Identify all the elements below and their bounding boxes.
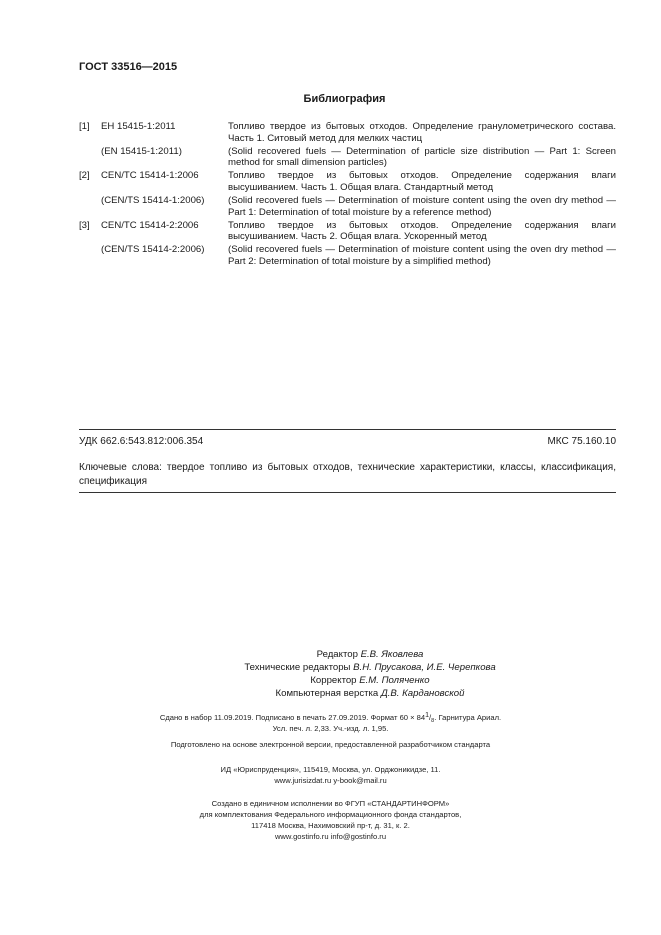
format-fraction-denominator: 8 bbox=[431, 718, 435, 724]
editorial-block bbox=[150, 648, 590, 700]
tech-editors-label: Технические редакторы bbox=[244, 662, 351, 673]
corrector-line bbox=[150, 674, 590, 687]
fund-line: для комплектования Федерального информационного фонда стандартов, bbox=[199, 810, 462, 819]
bibliography-entry bbox=[79, 170, 616, 193]
corrector-name: Е.М. Поляченко bbox=[359, 675, 430, 686]
entry-number bbox=[79, 146, 101, 169]
corrector-label: Корректор bbox=[310, 675, 357, 686]
print-sheets-line: Усл. печ. л. 2,33. Уч.-изд. л. 1,95. bbox=[272, 724, 389, 733]
bibliography-entry bbox=[79, 220, 616, 243]
entry-code: (CEN/TS 15414-1:2006) bbox=[101, 195, 205, 207]
prepared-note: Подготовлено на основе электронной версии, предоставленной разработчиком стандарта bbox=[170, 740, 491, 749]
publisher-address: ИД «Юриспруденция», 115419, Москва, ул. Орджоникидзе, 11. bbox=[220, 765, 441, 774]
editor-line bbox=[150, 648, 590, 661]
bibliography-title: Библиография bbox=[303, 93, 386, 105]
entry-number: [3] bbox=[79, 219, 90, 231]
entry-title: (Solid recovered fuels — Determination of moisture content using the oven dry method — Part 2: Determination of total moisture by a simplified method) bbox=[228, 244, 616, 268]
bibliography-entry bbox=[79, 244, 616, 267]
publisher-contacts: www.jurisizdat.ru y-book@mail.ru bbox=[274, 776, 387, 785]
standard-code: ГОСТ 33516—2015 bbox=[79, 61, 178, 73]
bibliography-entry bbox=[79, 146, 616, 169]
creator-contacts: www.gostinfo.ru info@gostinfo.ru bbox=[274, 832, 387, 841]
entry-code: ЕН 15415-1:2011 bbox=[101, 121, 176, 132]
typeface-info: . Гарнитура Ариал. bbox=[434, 713, 502, 722]
bibliography-list bbox=[79, 121, 616, 269]
editor-name: Е.В. Яковлева bbox=[360, 649, 424, 660]
classification-row bbox=[79, 436, 616, 447]
creator-line: Создано в единичном исполнении во ФГУП «СТАНДАРТИНФОРМ» bbox=[211, 799, 450, 808]
entry-title: Топливо твердое из бытовых отходов. Определение содержания влаги высушиванием. Часть 2. Общая влага. Ускоренный метод bbox=[228, 219, 616, 243]
format-fraction-numerator: 1 bbox=[425, 712, 430, 719]
layout-name: Д.В. Кардановской bbox=[380, 688, 465, 699]
print-dates: Сдано в набор 11.09.2019. Подписано в печать 27.09.2019. Формат 60 × 84 bbox=[159, 713, 426, 722]
entry-title: (Solid recovered fuels — Determination of moisture content using the oven dry method — Part 1: Determination of total moisture by a reference method) bbox=[228, 195, 616, 218]
entry-code: (CEN/TS 15414-2:2006) bbox=[101, 244, 205, 256]
layout-line bbox=[150, 687, 590, 700]
entry-number: [1] bbox=[79, 121, 90, 132]
creator-address: 117418 Москва, Нахимовский пр-т, д. 31, к. 2. bbox=[251, 821, 410, 830]
bibliography-entry bbox=[79, 121, 616, 144]
entry-code: (EN 15415-1:2011) bbox=[101, 145, 182, 157]
entry-title: (Solid recovered fuels — Determination of particle size distribution — Part 1: Screen method for small dimension particles) bbox=[228, 145, 616, 169]
entry-number: [2] bbox=[79, 170, 90, 182]
entry-number bbox=[79, 195, 101, 218]
keywords: Ключевые слова: твердое топливо из бытовых отходов, технические характеристики, классы, классификация, спецификация bbox=[79, 462, 616, 487]
entry-title: Топливо твердое из бытовых отходов. Определение гранулометрического состава. Часть 1. Ситовый метод для мелких частиц bbox=[228, 121, 616, 144]
tech-editors-line bbox=[150, 661, 590, 674]
editor-label: Редактор bbox=[316, 649, 358, 660]
print-info-line: Сдано в набор 11.09.2019. Подписано в печать 27.09.2019. Формат $60 \times 841/_8$. Гарнитура Ариал. bbox=[159, 712, 502, 724]
entry-code: CEN/TC 15414-2:2006 bbox=[101, 219, 199, 231]
layout-label: Компьютерная верстка bbox=[275, 688, 379, 699]
entry-number bbox=[79, 244, 101, 267]
mks-code: МКС 75.160.10 bbox=[547, 436, 616, 447]
bibliography-entry bbox=[79, 195, 616, 218]
entry-title: Топливо твердое из бытовых отходов. Определение содержания влаги высушиванием. Часть 1. Общая влага. Стандартный метод bbox=[228, 170, 616, 193]
divider-bottom bbox=[79, 492, 616, 493]
entry-code: CEN/TC 15414-1:2006 bbox=[101, 170, 199, 182]
udk-code: УДК 662.6:543.812:006.354 bbox=[79, 436, 204, 447]
tech-editors-names: В.Н. Прусакова, И.Е. Черепкова bbox=[353, 662, 496, 673]
divider-top bbox=[79, 429, 616, 430]
